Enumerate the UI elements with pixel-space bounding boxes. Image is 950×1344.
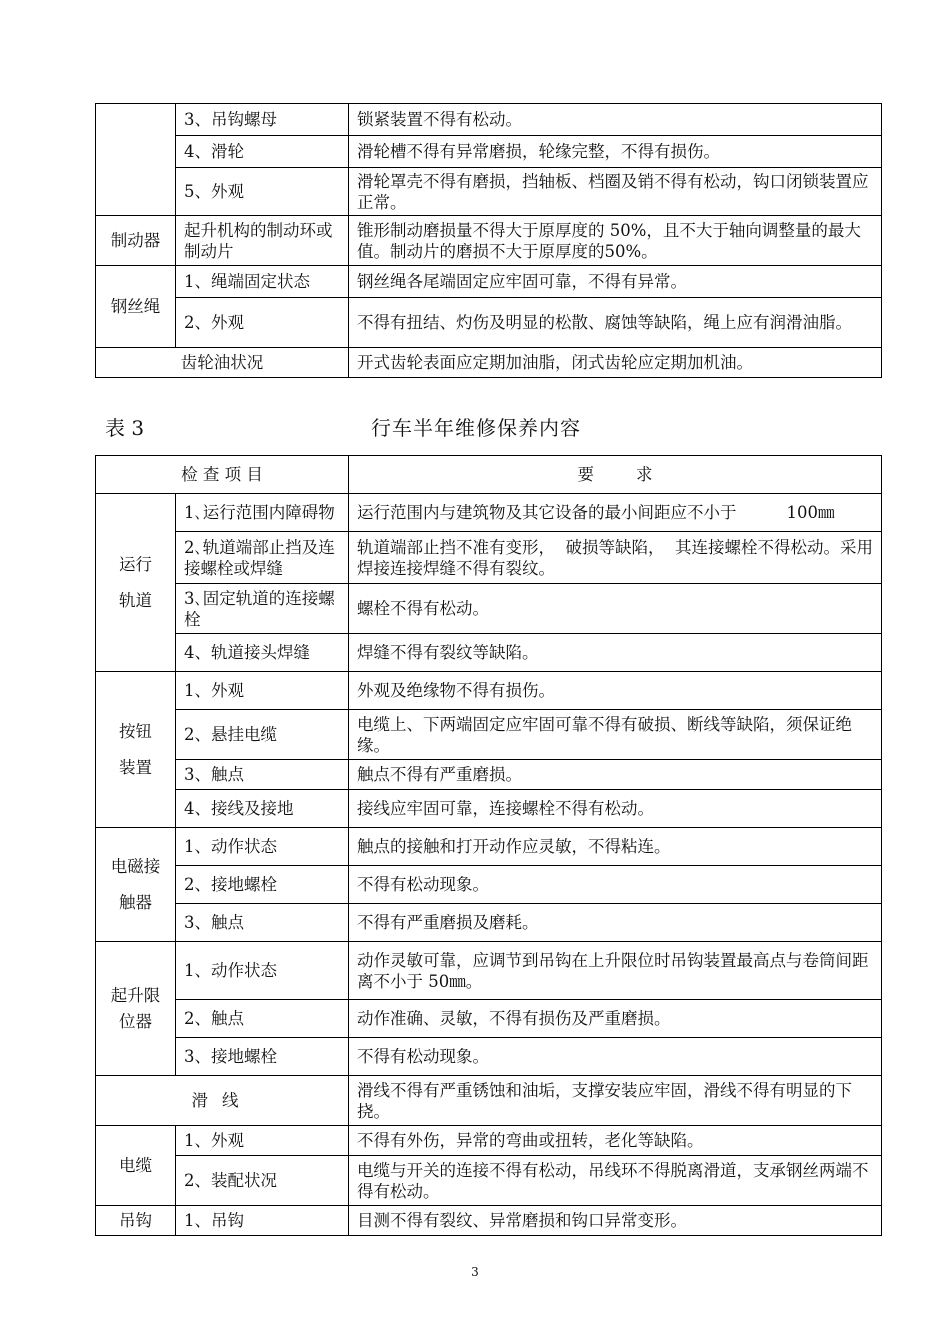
item-cell: 1、动作状态 (176, 942, 349, 1000)
category-line: 电磁接 (110, 856, 161, 876)
category-cell: 吊钩 (96, 1206, 176, 1236)
table-row (96, 348, 882, 378)
table-row (96, 216, 882, 266)
item-cell: 4、滑轮 (176, 136, 349, 168)
item-cell: 1、外观 (176, 672, 349, 710)
requirement-cell: 不得有外伤，异常的弯曲或扭转，老化等缺陷。 (349, 1126, 882, 1156)
category-cell-hook-continued (96, 104, 176, 216)
table-row (96, 942, 882, 1000)
requirement-cell: 外观及绝缘物不得有损伤。 (349, 672, 882, 710)
category-cell-track (96, 494, 176, 672)
header-item: 检 查 项 目 (96, 456, 349, 494)
table-row (96, 866, 882, 904)
table-row (96, 790, 882, 828)
item-cell: 1､运行范围内障碍物 (176, 494, 349, 532)
table-row (96, 828, 882, 866)
table-2-continuation (95, 103, 882, 378)
table-title: 行车半年维修保养内容 (371, 416, 581, 440)
requirement-cell: 滑轮槽不得有异常磨损，轮缘完整，不得有损伤。 (349, 136, 882, 168)
item-cell: 3、触点 (176, 904, 349, 942)
requirement-cell: 滑线不得有严重锈蚀和油垢，支撑安装应牢固，滑线不得有明显的下挠。 (349, 1076, 882, 1126)
table-row (96, 266, 882, 298)
table-row (96, 136, 882, 168)
item-cell: 2、装配状况 (176, 1156, 349, 1206)
requirement-cell: 锥形制动磨损量不得大于原厚度的 50%，且不大于轴向调整量的最大值。制动片的磨损不大于原厚度的50%。 (349, 216, 882, 266)
requirement-cell: 不得有松动现象。 (349, 1038, 882, 1076)
requirement-cell: 动作准确、灵敏，不得有损伤及严重磨损。 (349, 1000, 882, 1038)
requirement-value: 100㎜ (786, 503, 835, 522)
item-cell: 4、接线及接地 (176, 790, 349, 828)
requirement-cell: 电缆上、下两端固定应牢固可靠不得有破损、断线等缺陷，须保证绝缘。 (349, 710, 882, 760)
category-line: 装置 (119, 757, 152, 777)
category-line: 起升限 (110, 985, 161, 1005)
requirement-cell: 目测不得有裂纹、异常磨损和钩口异常变形。 (349, 1206, 882, 1236)
category-line: 位器 (119, 1011, 152, 1031)
table-row (96, 904, 882, 942)
item-cell: 5、外观 (176, 168, 349, 216)
item-cell: 2、悬挂电缆 (176, 710, 349, 760)
requirement-cell: 轨道端部止挡不准有变形， 破损等缺陷， 其连接螺栓不得松动。采用焊接连接焊缝不得有裂纹。 (349, 532, 882, 584)
item-cell: 3、触点 (176, 760, 349, 790)
requirement-cell: 不得有松动现象。 (349, 866, 882, 904)
category-line: 按钮 (119, 721, 152, 741)
requirement-cell: 触点不得有严重磨损。 (349, 760, 882, 790)
table-number: 表 3 (105, 416, 145, 440)
category-cell: 电缆 (96, 1126, 176, 1206)
requirement-cell: 钢丝绳各尾端固定应牢固可靠，不得有异常。 (349, 266, 882, 298)
category-cell: 制动器 (96, 216, 176, 266)
category-cell-limiter (96, 942, 176, 1076)
requirement-cell: 螺栓不得有松动。 (349, 584, 882, 634)
header-requirement: 要 求 (349, 456, 882, 494)
category-line: 轨道 (119, 590, 152, 610)
table-row (96, 1038, 882, 1076)
table-row (96, 104, 882, 136)
category-cell-button (96, 672, 176, 828)
table-row (96, 634, 882, 672)
requirement-text: 运行范围内与建筑物及其它设备的最小间距应不小于 (357, 503, 737, 522)
table-row (96, 760, 882, 790)
item-cell: 1、外观 (176, 1126, 349, 1156)
item-cell: 起升机构的制动环或制动片 (176, 216, 349, 266)
item-cell: 滑线 (96, 1076, 349, 1126)
requirement-cell (349, 494, 882, 532)
table-row (96, 1206, 882, 1236)
table-row (96, 1126, 882, 1156)
item-cell: 3、吊钩螺母 (176, 104, 349, 136)
requirement-cell: 接线应牢固可靠，连接螺栓不得有松动。 (349, 790, 882, 828)
table-row (96, 532, 882, 584)
requirement-cell: 动作灵敏可靠，应调节到吊钩在上升限位时吊钩装置最高点与卷筒间距离不小于 50㎜。 (349, 942, 882, 1000)
category-line: 触器 (119, 892, 152, 912)
requirement-cell: 触点的接触和打开动作应灵敏，不得粘连。 (349, 828, 882, 866)
item-cell: 2、外观 (176, 298, 349, 348)
table-row (96, 710, 882, 760)
page-number: 3 (471, 1265, 479, 1279)
requirement-cell: 锁紧装置不得有松动。 (349, 104, 882, 136)
table-row (96, 494, 882, 532)
requirement-cell: 滑轮罩壳不得有磨损，挡轴板、档圈及销不得有松动，钩口闭锁装置应正常。 (349, 168, 882, 216)
item-cell: 1、动作状态 (176, 828, 349, 866)
item-cell: 2、接地螺栓 (176, 866, 349, 904)
table-row (96, 1076, 882, 1126)
table-header-row (96, 456, 882, 494)
item-cell: 3､固定轨道的连接螺栓 (176, 584, 349, 634)
requirement-cell: 电缆与开关的连接不得有松动，吊线环不得脱离滑道，支承钢丝两端不得有松动。 (349, 1156, 882, 1206)
table-3-semiannual-maintenance (95, 455, 882, 1236)
category-cell: 钢丝绳 (96, 266, 176, 348)
table-caption (105, 413, 881, 443)
table-row (96, 1000, 882, 1038)
requirement-cell: 不得有严重磨损及磨耗。 (349, 904, 882, 942)
table-row (96, 1156, 882, 1206)
item-cell: 1、绳端固定状态 (176, 266, 349, 298)
table-row (96, 672, 882, 710)
requirement-cell: 焊缝不得有裂纹等缺陷。 (349, 634, 882, 672)
category-cell-contactor (96, 828, 176, 942)
table-row (96, 168, 882, 216)
item-cell: 4、轨道接头焊缝 (176, 634, 349, 672)
item-cell: 2､轨道端部止挡及连接螺栓或焊缝 (176, 532, 349, 584)
category-line: 运行 (119, 554, 152, 574)
item-cell: 2、触点 (176, 1000, 349, 1038)
item-cell: 1、吊钩 (176, 1206, 349, 1236)
table-row (96, 584, 882, 634)
item-cell: 3、接地螺栓 (176, 1038, 349, 1076)
item-cell: 齿轮油状况 (96, 348, 349, 378)
requirement-cell: 不得有扭结、灼伤及明显的松散、腐蚀等缺陷，绳上应有润滑油脂。 (349, 298, 882, 348)
requirement-cell: 开式齿轮表面应定期加油脂，闭式齿轮应定期加机油。 (349, 348, 882, 378)
table-row (96, 298, 882, 348)
